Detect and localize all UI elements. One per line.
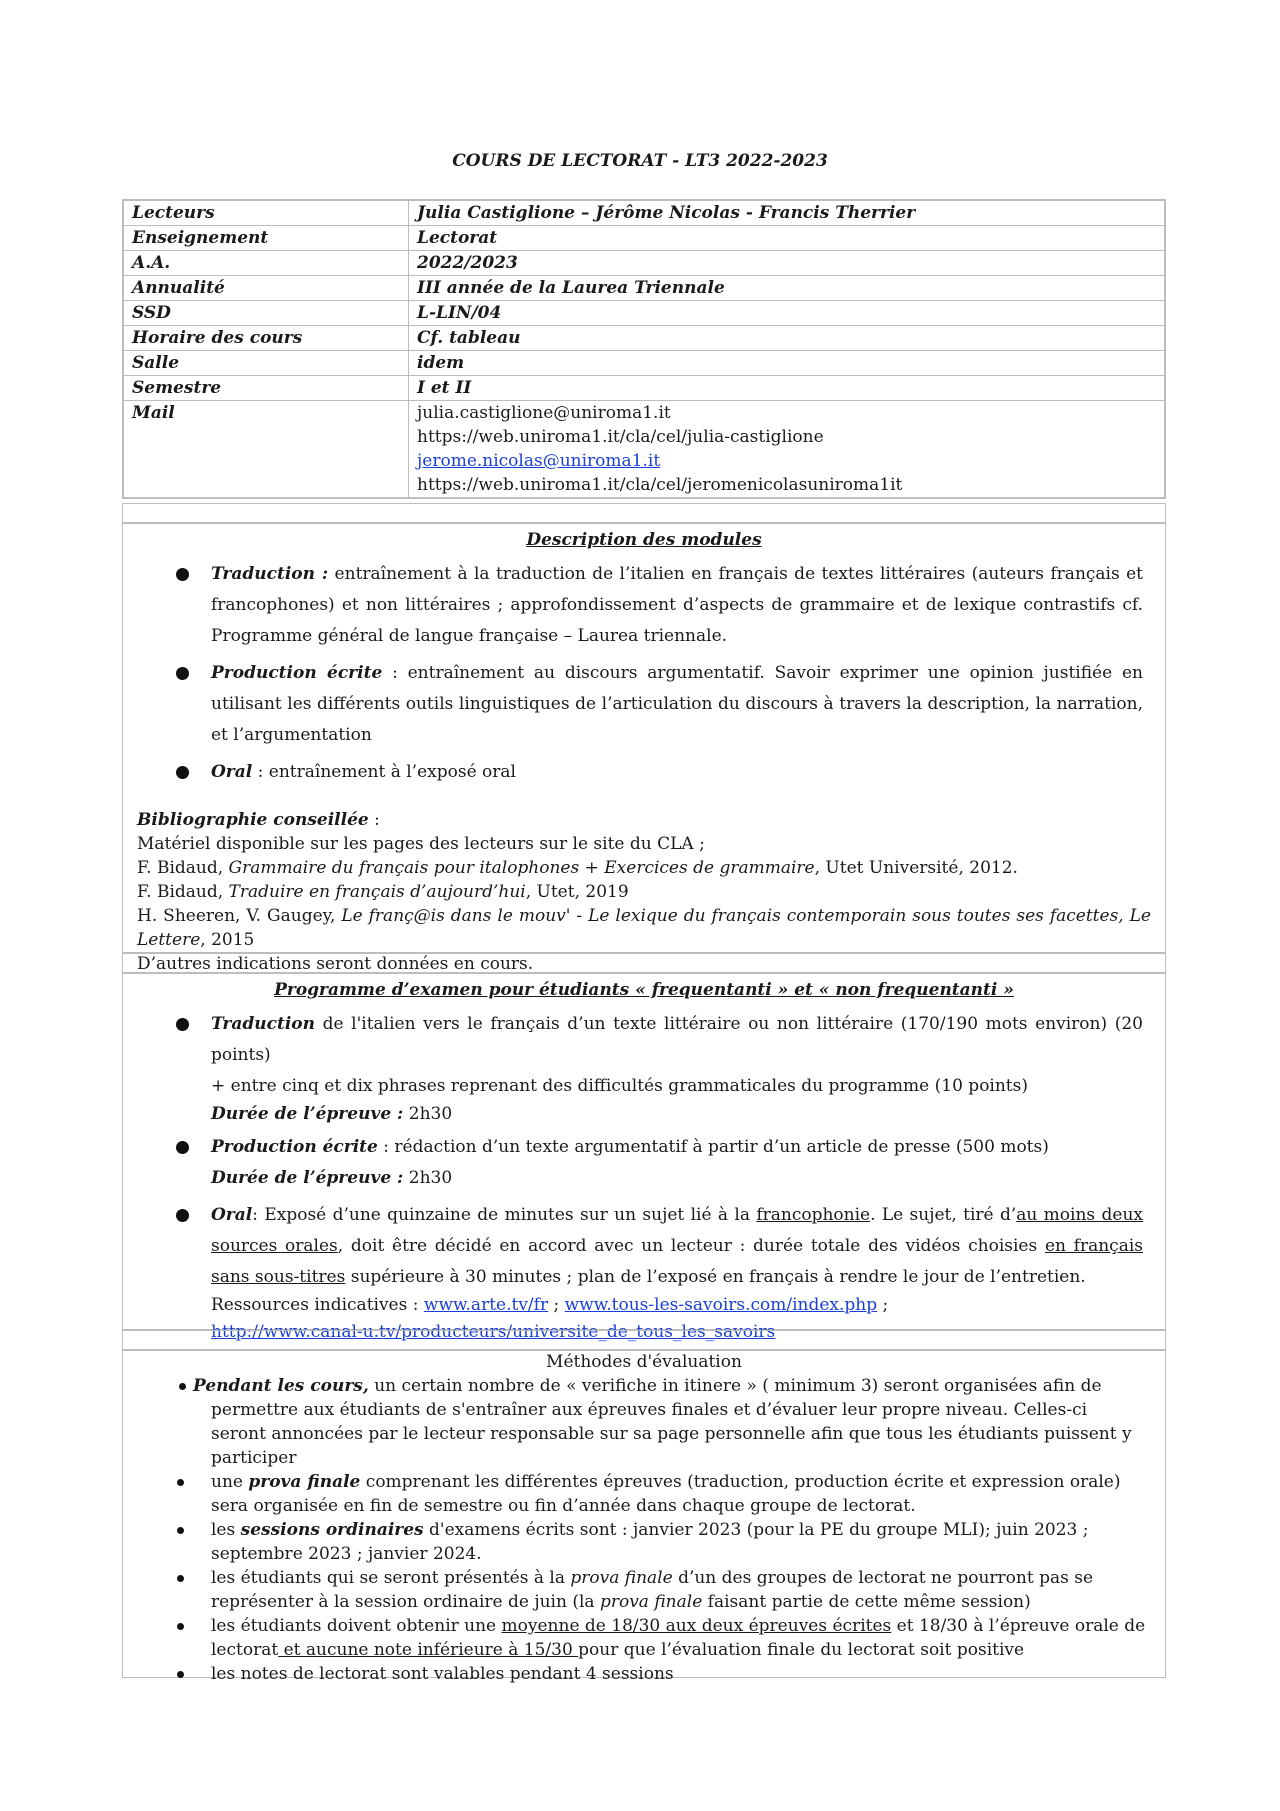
- bullet-icon: [177, 1671, 184, 1678]
- row-key: Horaire des cours: [124, 326, 409, 351]
- row-key: Annualité: [124, 276, 409, 301]
- row-value: Lectorat: [409, 226, 1165, 251]
- row-key: A.A.: [124, 251, 409, 276]
- list-item: une prova finale comprenant les différentes épreuves (traduction, production écrite et expression orale) sera organisée en fin de semestre ou fin d’année dans chaque groupe de lectorat.: [123, 1470, 1165, 1518]
- list-item: les notes de lectorat sont valables pendant 4 sessions: [123, 1662, 1165, 1686]
- biblio-line: D’autres indications seront données en cours.: [137, 954, 534, 974]
- list-item: les étudiants doivent obtenir une moyenne de 18/30 aux deux épreuves écrites et 18/30 à l’épreuve orale de lectorat et aucune note inférieure à 15/30 pour que l’évaluation finale du lectorat soit positive: [123, 1614, 1165, 1662]
- mail-line: julia.castiglione@uniroma1.it: [417, 403, 671, 423]
- bullet-icon: [176, 766, 189, 779]
- email-link[interactable]: jerome.nicolas@uniroma1.it: [417, 451, 661, 471]
- bibliography: Bibliographie conseillée : Matériel disponible sur les pages des lecteurs sur le site du CLA ; F. Bidaud, Grammaire du français pour italophones + Exercices de grammaire, Utet Université, 2012. F. Bidaud, Traduire en français d’aujourd’hui, Utet, 2019 H. Sheeren, V. Gaugey, Le franç@is dans le mouv' - Le lexique du français contemporain sous toutes ses facettes, Le Lettere, 2015 D’autres indications seront données en cours.: [137, 810, 1151, 974]
- mail-line: https://web.uniroma1.it/cla/cel/julia-castiglione: [417, 427, 824, 447]
- list-item: les étudiants qui se seront présentés à la prova finale d’un des groupes de lectorat ne pourront pas se représenter à la session ordinaire de juin (la prova finale faisant partie de cette même session): [123, 1566, 1165, 1614]
- row-key: Semestre: [124, 376, 409, 401]
- page-title: COURS DE LECTORAT - LT3 2022-2023: [452, 151, 828, 171]
- table-row: [124, 251, 1165, 276]
- info-table: [122, 199, 1166, 499]
- bullet-icon: [176, 667, 189, 680]
- biblio-line: H. Sheeren, V. Gaugey, Le franç@is dans le mouv' - Le lexique du français contemporain sous toutes ses facettes, Le Lettere, 2015: [137, 906, 1151, 950]
- exam-section: [122, 973, 1166, 1342]
- spacer-row: [122, 953, 1166, 973]
- row-value: I et II: [409, 376, 1165, 401]
- table-row: [124, 351, 1165, 376]
- table-row: [124, 226, 1165, 251]
- evaluation-title: Méthodes d'évaluation: [546, 1352, 742, 1372]
- list-item: Production écrite : entraînement au discours argumentatif. Savoir exprimer une opinion justifiée en utilisant les différents outils linguistiques de l’articulation du discours à travers la description, la narration, et l’argumentation: [123, 658, 1165, 751]
- exam-title: Programme d’examen pour étudiants « frequentanti » et « non frequentanti »: [274, 980, 1014, 1000]
- row-key: Enseignement: [124, 226, 409, 251]
- list-item: Traduction de l'italien vers le français d’un texte littéraire ou non littéraire (170/190 mots environ) (20 points) + entre cinq et dix phrases reprenant des difficultés grammaticales du programme (10 points) Durée de l’épreuve : 2h30: [123, 1009, 1165, 1126]
- bullet-icon: [176, 1209, 189, 1222]
- mail-cell: [409, 401, 1165, 498]
- row-value: idem: [409, 351, 1165, 376]
- bullet-icon: [176, 568, 189, 581]
- bullet-icon: [177, 1575, 184, 1582]
- row-value: Julia Castiglione – Jérôme Nicolas - Francis Therrier: [409, 201, 1165, 226]
- row-value: L-LIN/04: [409, 301, 1165, 326]
- row-key: Lecteurs: [124, 201, 409, 226]
- list-item: Oral : entraînement à l’exposé oral: [123, 757, 1165, 788]
- list-item: Production écrite : rédaction d’un texte argumentatif à partir d’un article de presse (500 mots) Durée de l’épreuve : 2h30: [123, 1132, 1165, 1194]
- table-row: [124, 301, 1165, 326]
- bullet-icon: [176, 1018, 189, 1031]
- list-item: Pendant les cours, un certain nombre de « verifiche in itinere » ( minimum 3) seront organisées afin de permettre aux étudiants de s'entraîner aux épreuves finales et d’évaluer leur propre niveau. Celles-ci seront annoncées par le lecteur responsable sur sa page personnelle afin que tous les étudiants puissent y participer: [123, 1374, 1165, 1470]
- list-item: les sessions ordinaires d'examens écrits sont : janvier 2023 (pour la PE du groupe MLI); juin 2023 ; septembre 2023 ; janvier 2024.: [123, 1518, 1165, 1566]
- table-row-mail: [124, 401, 1165, 498]
- row-key: Salle: [124, 351, 409, 376]
- evaluation-section: [122, 1350, 1166, 1684]
- table-row: [124, 376, 1165, 401]
- bullet-icon: [179, 1383, 186, 1390]
- resource-link-savoirs[interactable]: www.tous-les-savoirs.com/index.php: [564, 1295, 878, 1315]
- row-key: SSD: [124, 301, 409, 326]
- table-row: [124, 201, 1165, 226]
- row-value: III année de la Laurea Triennale: [409, 276, 1165, 301]
- biblio-line: Matériel disponible sur les pages des lecteurs sur le site du CLA ;: [137, 834, 705, 854]
- biblio-line: F. Bidaud, Traduire en français d’aujourd’hui, Utet, 2019: [137, 882, 629, 902]
- bullet-icon: [177, 1527, 184, 1534]
- list-item: Traduction : entraînement à la traduction de l’italien en français de textes littéraires (auteurs français et francophones) et non littéraires ; approfondissement d’aspects de grammaire et de lexique contrastifs cf. Programme général de langue française – Laurea triennale.: [123, 559, 1165, 652]
- bullet-icon: [176, 1141, 189, 1154]
- biblio-line: F. Bidaud, Grammaire du français pour italophones + Exercices de grammaire, Utet Université, 2012.: [137, 858, 1018, 878]
- mail-line: https://web.uniroma1.it/cla/cel/jeromenicolasuniroma1it: [417, 475, 903, 495]
- resource-link-arte[interactable]: www.arte.tv/fr: [423, 1295, 549, 1315]
- spacer-row: [122, 1330, 1166, 1350]
- modules-title: Description des modules: [526, 530, 762, 550]
- modules-section: [122, 523, 1166, 974]
- list-item: Oral: Exposé d’une quinzaine de minutes sur un sujet lié à la francophonie. Le sujet, tiré d’au moins deux sources orales, doit être décidé en accord avec un lecteur : durée totale des vidéos choisies en français sans sous-titres supérieure à 30 minutes ; plan de l’exposé en français à rendre le jour de l’entretien. Ressources indicatives : www.arte.tv/fr ; www.tous-les-savoirs.com/index.php ; http://www.canal-u.tv/producteurs/universite_de_tous_les_savoirs: [123, 1200, 1165, 1348]
- row-value: Cf. tableau: [409, 326, 1165, 351]
- row-value: 2022/2023: [409, 251, 1165, 276]
- table-row: [124, 276, 1165, 301]
- bullet-icon: [177, 1623, 184, 1630]
- resource-link-canal-u[interactable]: http://www.canal-u.tv/producteurs/universite_de_tous_les_savoirs: [211, 1322, 776, 1342]
- spacer-row: [122, 503, 1166, 523]
- row-key: Mail: [124, 401, 409, 498]
- biblio-title: Bibliographie conseillée: [137, 810, 369, 830]
- bullet-icon: [177, 1479, 184, 1486]
- table-row: [124, 326, 1165, 351]
